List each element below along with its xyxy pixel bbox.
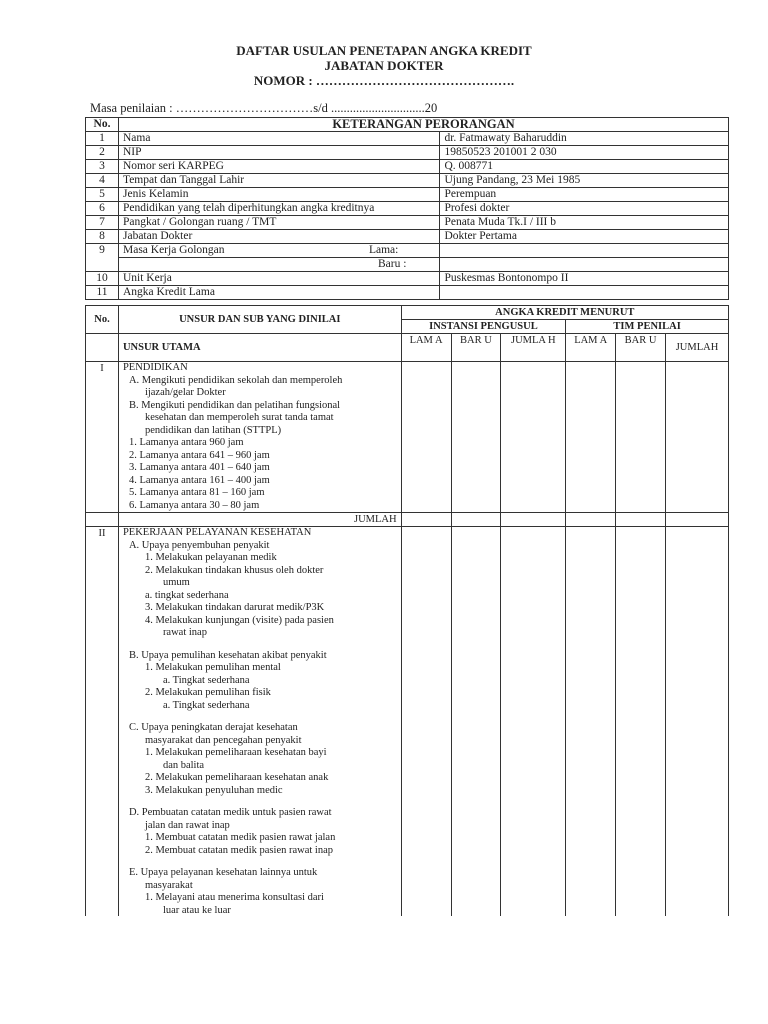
row-value: Puskesmas Bontonompo II <box>440 272 729 286</box>
lama-label: Lama: <box>368 244 399 256</box>
unsur-header: UNSUR DAN SUB YANG DINILAI <box>118 306 401 334</box>
row-value: Profesi dokter <box>440 202 729 216</box>
item-cont: rawat inap <box>162 627 207 638</box>
item-b-cont: kesehatan dan memperoleh surat tanda tamat <box>144 412 334 423</box>
personal-row <box>86 258 729 272</box>
item: 3. Melakukan penyuluhan medic <box>144 784 283 796</box>
row-label: Pangkat / Golongan ruang / TMT <box>118 216 439 230</box>
baru-label: Baru : <box>377 258 407 270</box>
item: 1. Melayani atau menerima konsultasi dari <box>144 892 324 903</box>
personal-row <box>86 174 729 188</box>
row-label: Nomor seri KARPEG <box>118 160 439 174</box>
row-label: Pendidikan yang telah diperhitungkan angka kreditnya <box>118 202 439 216</box>
row-label <box>118 244 439 258</box>
row-no: 6 <box>86 202 119 216</box>
list-item: 3. Lamanya antara 401 – 640 jam <box>128 462 270 473</box>
row-no: 10 <box>86 272 119 286</box>
item-a-cont: ijazah/gelar Dokter <box>144 387 226 398</box>
section-title: PEKERJAAN PELAYANAN KESEHATAN <box>122 527 312 538</box>
item: a. Tingkat sederhana <box>162 699 250 711</box>
angka-kredit-table <box>85 305 729 931</box>
section-title: PENDIDIKAN <box>122 362 188 373</box>
section-pelayanan-kesehatan <box>86 527 729 931</box>
item-cont: masyarakat <box>144 879 193 891</box>
row-label: Jenis Kelamin <box>118 188 439 202</box>
item-b: B. Mengikuti pendidikan dan pelatihan fungsional <box>128 399 341 411</box>
row-label: Unit Kerja <box>118 272 439 286</box>
value-cell <box>666 362 729 513</box>
item-a: A. Mengikuti pendidikan sekolah dan memperoleh <box>128 374 343 386</box>
personal-header-row <box>86 118 729 132</box>
sub-c: C. Upaya peningkatan derajat kesehatan <box>128 722 298 733</box>
value-cell <box>401 527 451 931</box>
value-cell <box>501 362 566 513</box>
document-title: DAFTAR USULAN PENETAPAN ANGKA KREDIT <box>236 43 532 58</box>
item: 2. Melakukan tindakan khusus oleh dokter <box>144 564 324 576</box>
item: a. Tingkat sederhana <box>162 674 250 686</box>
value-cell <box>451 513 501 527</box>
jumlah-row <box>86 513 729 527</box>
item-cont: umum <box>162 577 190 588</box>
row-no: 2 <box>86 146 119 160</box>
masa-penilaian: Masa penilaian : ……………………………s/d ..............................20 <box>90 101 438 115</box>
item: a. tingkat sederhana <box>144 589 229 601</box>
personal-row <box>86 132 729 146</box>
row-value: Perempuan <box>440 188 729 202</box>
value-cell <box>451 527 501 931</box>
section-no: I <box>86 362 119 513</box>
row-value <box>440 286 729 300</box>
personal-row <box>86 244 729 258</box>
list-item: 2. Lamanya antara 641 – 960 jam <box>128 449 270 461</box>
baru-header: BAR U <box>616 334 666 362</box>
value-cell <box>566 513 616 527</box>
item: 3. Melakukan tindakan darurat medik/P3K <box>144 602 325 613</box>
value-cell <box>451 362 501 513</box>
section-no: II <box>86 527 119 931</box>
jumlah-header: JUMLA H <box>501 334 566 362</box>
list-item: 1. Lamanya antara 960 jam <box>128 437 244 448</box>
masa-kerja-label: Masa Kerja Golongan <box>122 244 225 256</box>
row-label: NIP <box>118 146 439 160</box>
header-row <box>86 306 729 320</box>
row-no: 11 <box>86 286 119 300</box>
row-no: 9 <box>86 244 119 272</box>
section-content <box>118 362 401 513</box>
personal-row <box>86 272 729 286</box>
list-item: 5. Lamanya antara 81 – 160 jam <box>128 487 265 498</box>
personal-row <box>86 146 729 160</box>
row-no: 1 <box>86 132 119 146</box>
document-number: NOMOR : ………………………………………. <box>253 73 515 88</box>
value-cell <box>501 513 566 527</box>
row-value <box>440 244 729 258</box>
sub-a: A. Upaya penyembuhan penyakit <box>128 539 270 551</box>
item-cont: jalan dan rawat inap <box>144 819 230 831</box>
baru-header: BAR U <box>451 334 501 362</box>
angka-kredit-header: ANGKA KREDIT MENURUT <box>401 306 728 320</box>
item: 2. Melakukan pemulihan fisik <box>144 687 271 698</box>
item: 1. Melakukan pemeliharaan kesehatan bayi <box>144 747 327 758</box>
sub-b: B. Upaya pemulihan kesehatan akibat penyakit <box>128 649 327 661</box>
sub-e: E. Upaya pelayanan kesehatan lainnya untuk <box>128 867 318 878</box>
item: 1. Melakukan pelayanan medik <box>144 552 277 563</box>
personal-row <box>86 202 729 216</box>
document-subtitle: JABATAN DOKTER <box>324 58 444 73</box>
row-value: Q. 008771 <box>440 160 729 174</box>
page-bottom-mask <box>84 916 730 946</box>
list-item: 4. Lamanya antara 161 – 400 jam <box>128 474 270 486</box>
lama-header: LAM A <box>401 334 451 362</box>
item: 2. Membuat catatan medik pasien rawat inap <box>144 844 333 856</box>
row-no: 7 <box>86 216 119 230</box>
sub-d: D. Pembuatan catatan medik untuk pasien rawat <box>128 807 332 818</box>
item: 4. Melakukan kunjungan (visite) pada pasien <box>144 614 334 626</box>
empty-cell <box>86 334 119 362</box>
col-keterangan-header: KETERANGAN PERORANGAN <box>118 118 728 132</box>
value-cell <box>616 527 666 931</box>
value-cell <box>666 527 729 931</box>
item-cont: dan balita <box>162 759 205 771</box>
no-header: No. <box>86 306 119 334</box>
personal-row <box>86 160 729 174</box>
item: 2. Melakukan pemeliharaan kesehatan anak <box>144 772 329 783</box>
personal-row <box>86 216 729 230</box>
row-label: Tempat dan Tanggal Lahir <box>118 174 439 188</box>
item: 1. Membuat catatan medik pasien rawat jalan <box>144 832 336 843</box>
col-no-header: No. <box>86 118 119 132</box>
personal-row <box>86 188 729 202</box>
row-label: Angka Kredit Lama <box>118 286 439 300</box>
personal-row <box>86 286 729 300</box>
row-no: 8 <box>86 230 119 244</box>
tim-penilai-header: TIM PENILAI <box>566 320 729 334</box>
section-pendidikan <box>86 362 729 513</box>
row-value: dr. Fatmawaty Baharuddin <box>440 132 729 146</box>
jumlah-label: JUMLAH <box>118 513 401 527</box>
instansi-header: INSTANSI PENGUSUL <box>401 320 566 334</box>
row-value: Penata Muda Tk.I / III b <box>440 216 729 230</box>
list-item: 6. Lamanya antara 30 – 80 jam <box>128 499 260 511</box>
row-value: 19850523 201001 2 030 <box>440 146 729 160</box>
row-label: Jabatan Dokter <box>118 230 439 244</box>
item-cont: luar atau ke luar <box>162 904 231 916</box>
row-value <box>440 258 729 272</box>
value-cell <box>401 362 451 513</box>
row-value: Dokter Pertama <box>440 230 729 244</box>
value-cell <box>666 513 729 527</box>
item: 1. Melakukan pemulihan mental <box>144 662 281 673</box>
item-cont: masyarakat dan pencegahan penyakit <box>144 734 302 746</box>
personal-row <box>86 230 729 244</box>
row-no: 5 <box>86 188 119 202</box>
value-cell <box>566 527 616 931</box>
value-cell <box>401 513 451 527</box>
row-no: 3 <box>86 160 119 174</box>
row-label: Nama <box>118 132 439 146</box>
empty-cell <box>86 513 119 527</box>
row-no: 4 <box>86 174 119 188</box>
lama-header: LAM A <box>566 334 616 362</box>
jumlah-header: JUMLAH <box>666 334 729 362</box>
personal-info-table <box>85 117 729 300</box>
value-cell <box>566 362 616 513</box>
row-value: Ujung Pandang, 23 Mei 1985 <box>440 174 729 188</box>
item-b-cont: pendidikan dan latihan (STTPL) <box>144 424 282 436</box>
value-cell <box>616 513 666 527</box>
section-content <box>118 527 401 931</box>
unsur-utama-header: UNSUR UTAMA <box>118 334 401 362</box>
row-label <box>118 258 439 272</box>
header-row <box>86 334 729 362</box>
value-cell <box>616 362 666 513</box>
value-cell <box>501 527 566 931</box>
